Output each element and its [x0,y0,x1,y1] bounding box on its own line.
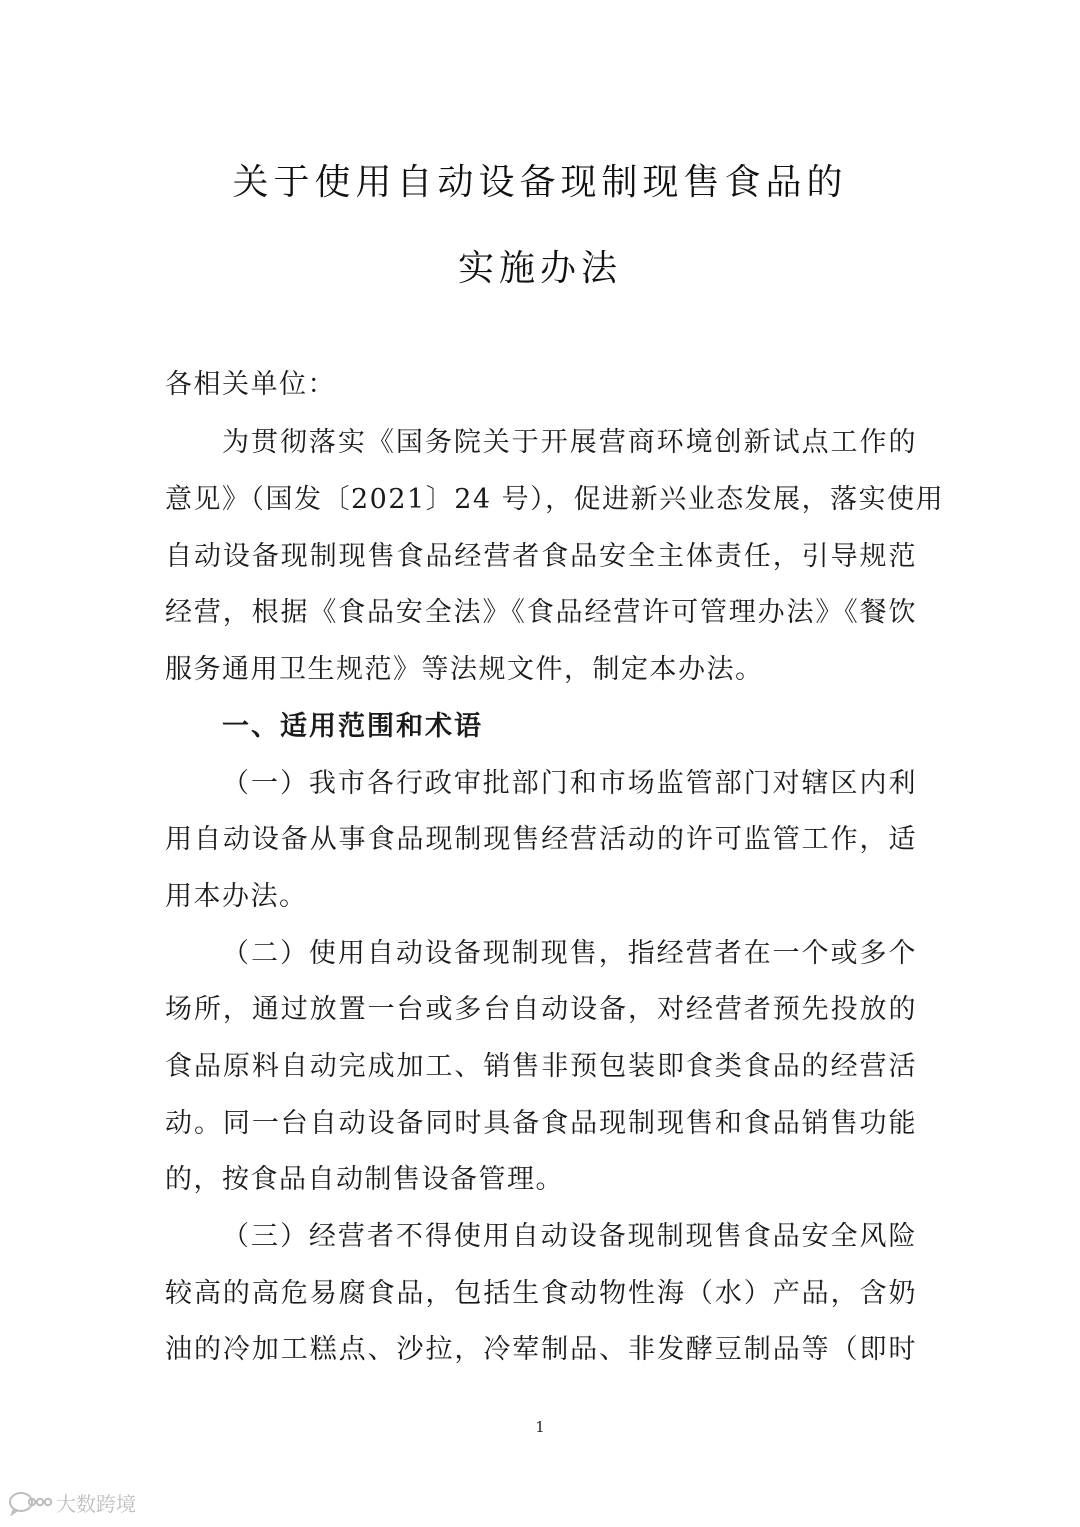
item-3-line-2: 较高的高危易腐食品，包括生食动物性海（水）产品，含奶 [165,1278,917,1309]
paragraph-1-line-4: 经营，根据《食品安全法》《食品经营许可管理办法》《餐饮 [165,597,917,628]
item-3-line-3: 油的冷加工糕点、沙拉，冷荤制品、非发酵豆制品等（即时 [165,1334,917,1365]
item-2-line-4: 动。同一台自动设备同时具备食品现制现售和食品销售功能 [165,1108,917,1139]
document-title-line-1: 关于使用自动设备现制现售食品的 [232,162,848,203]
item-1-line-2: 用自动设备从事食品现制现售经营活动的许可监管工作，适 [165,824,917,855]
page-number: 1 [535,1418,545,1436]
watermark [8,1488,136,1517]
paragraph-1-line-3: 自动设备现制现售食品经营者食品安全主体责任，引导规范 [165,541,917,572]
item-2-line-1: （二）使用自动设备现制现售，指经营者在一个或多个 [222,938,917,969]
salutation: 各相关单位： [165,369,336,400]
item-2-line-2: 场所，通过放置一台或多台自动设备，对经营者预先投放的 [165,994,917,1025]
document-title-line-2: 实施办法 [457,248,622,289]
paragraph-1-line-2: 意见》（国发〔2021〕24 号），促进新兴业态发展，落实使用 [165,484,945,515]
section-1-heading: 一、适用范围和术语 [222,711,483,742]
chat-bubble-logo-icon [8,1490,52,1516]
item-2-line-3: 食品原料自动完成加工、销售非预包装即食类食品的经营活 [165,1051,917,1082]
watermark-text: 大数跨境 [56,1492,136,1516]
item-3-line-1: （三）经营者不得使用自动设备现制现售食品安全风险 [222,1221,917,1252]
item-1-line-3: 用本办法。 [165,881,308,912]
item-1-line-1: （一）我市各行政审批部门和市场监管部门对辖区内利 [222,768,917,799]
paragraph-1-line-1: 为贯彻落实《国务院关于开展营商环境创新试点工作的 [222,427,917,458]
paragraph-1-line-5: 服务通用卫生规范》等法规文件，制定本办法。 [165,654,764,685]
item-2-line-5: 的，按食品自动制售设备管理。 [165,1164,564,1195]
